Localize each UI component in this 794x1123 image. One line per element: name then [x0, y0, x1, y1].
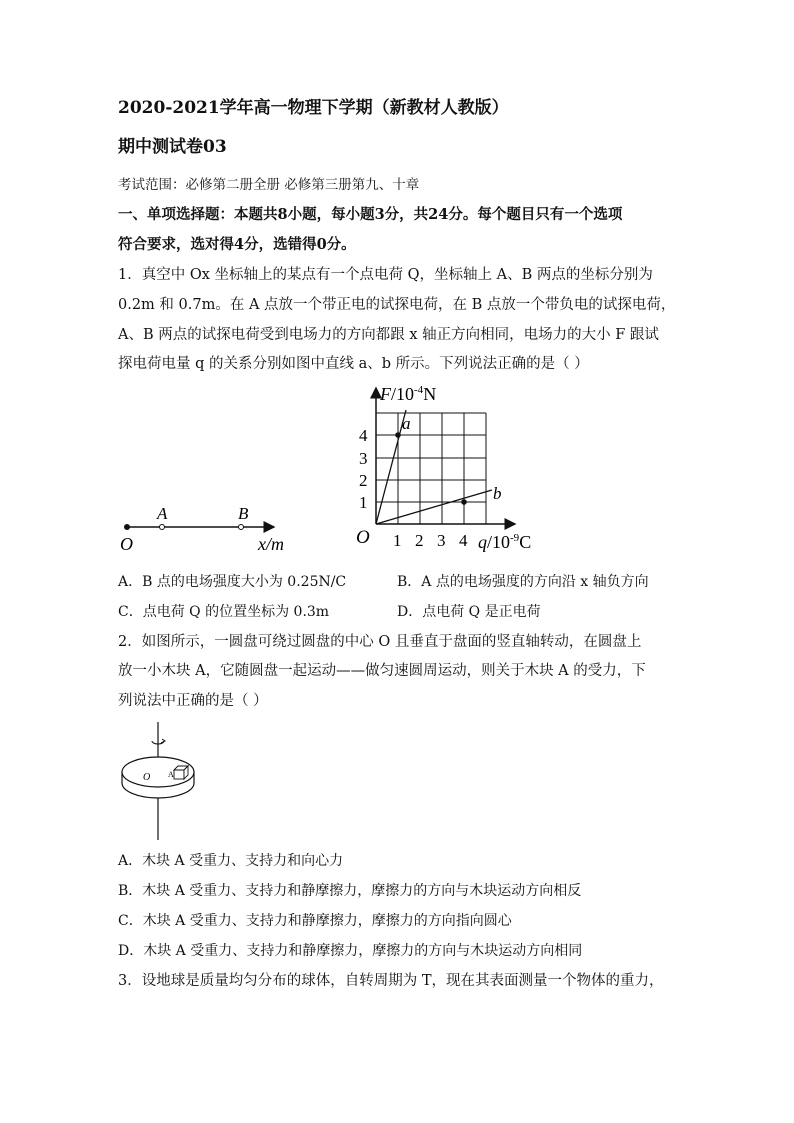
line-a-label: a — [402, 414, 411, 433]
graph-origin-label: O — [356, 527, 370, 548]
line-b — [376, 490, 492, 524]
q2-text-line-2: 放一小木块 A，它随圆盘一起运动——做匀速圆周运动，则关于木块 A 的受力，下 — [118, 663, 646, 679]
line-a-point — [395, 432, 401, 438]
q1-force-charge-graph — [350, 380, 560, 558]
q2-option-b[interactable]: B．木块 A 受重力、支持力和静摩擦力，摩擦力的方向与木块运动方向相反 — [118, 883, 582, 899]
q1-option-b[interactable]: B．A 点的电场强度的方向沿 x 轴负方向 — [397, 574, 649, 590]
q1-option-c[interactable]: C．点电荷 Q 的位置坐标为 0.3m — [118, 604, 330, 620]
q1-text-line-4: 探电荷电量 q 的关系分别如图中直线 a、b 所示。下列说法正确的是（ ） — [118, 356, 589, 372]
y-tick-4: 4 — [359, 426, 368, 445]
y-tick-3: 3 — [359, 449, 368, 468]
q2-option-a[interactable]: A．木块 A 受重力、支持力和向心力 — [118, 853, 344, 869]
q1-option-a[interactable]: A．B 点的电场强度大小为 0.25N/C — [118, 574, 347, 590]
q1-text-line-3: A、B 两点的试探电荷受到电场力的方向都跟 x 轴正方向相同，电场力的大小 F 跟试 — [118, 327, 659, 343]
section-heading-line-1: 一、单项选择题：本题共8小题，每小题3分，共24分。每个题目只有一个选项 — [118, 206, 623, 223]
x-tick-4: 4 — [459, 531, 468, 550]
q3-text-line-1: 3．设地球是质量均匀分布的球体，自转周期为 T，现在其表面测量一个物体的重力， — [118, 973, 664, 989]
point-a-label: A — [157, 504, 168, 523]
point-b-dot — [239, 525, 244, 530]
q2-text-line-1: 2．如图所示，一圆盘可绕过圆盘的中心 O 且垂直于盘面的竖直轴转动，在圆盘上 — [118, 634, 642, 650]
y-tick-1: 1 — [359, 493, 368, 512]
point-b-label: B — [238, 504, 249, 523]
origin-dot — [124, 524, 130, 530]
x-tick-2: 2 — [415, 531, 424, 550]
q2-option-c[interactable]: C．木块 A 受重力、支持力和静摩擦力，摩擦力的方向指向圆心 — [118, 913, 512, 929]
block-label: A — [168, 770, 174, 779]
line-b-point — [461, 499, 467, 505]
paper-subtitle: 期中测试卷03 — [118, 137, 227, 157]
section-heading-line-2: 符合要求，选对得4分，选错得0分。 — [118, 236, 356, 253]
wood-block-icon — [174, 766, 188, 779]
q1-text-line-1: 1．真空中 Ox 坐标轴上的某点有一个点电荷 Q，坐标轴上 A、B 两点的坐标分别为 — [118, 267, 653, 283]
q1-option-d[interactable]: D．点电荷 Q 是正电荷 — [397, 604, 541, 620]
x-tick-3: 3 — [437, 531, 446, 550]
x-tick-1: 1 — [393, 531, 402, 550]
f-axis-label: $F/10^{-4}N$ — [380, 384, 437, 404]
paper-title: 2020-2021学年高一物理下学期（新教材人教版） — [118, 98, 509, 118]
y-tick-2: 2 — [359, 471, 368, 490]
point-a-dot — [160, 525, 165, 530]
line-b-label: b — [493, 484, 502, 503]
q1-text-line-2: 0.2m 和 0.7m。在 A 点放一个带正电的试探电荷，在 B 点放一个带负电的试探电荷， — [118, 297, 676, 313]
q1-axis-figure — [112, 495, 312, 560]
disk-center-label: O — [143, 772, 151, 783]
origin-label: O — [120, 534, 133, 554]
axis-unit-label: x/m — [258, 534, 284, 554]
q2-disk-figure — [115, 722, 205, 842]
q2-text-line-3: 列说法中正确的是（ ） — [118, 693, 268, 709]
q-axis-label: $q/10^{-9}C$ — [478, 532, 532, 552]
q2-option-d[interactable]: D．木块 A 受重力、支持力和静摩擦力，摩擦力的方向与木块运动方向相同 — [118, 943, 583, 959]
exam-range: 考试范围：必修第二册全册 必修第三册第九、十章 — [118, 177, 420, 193]
